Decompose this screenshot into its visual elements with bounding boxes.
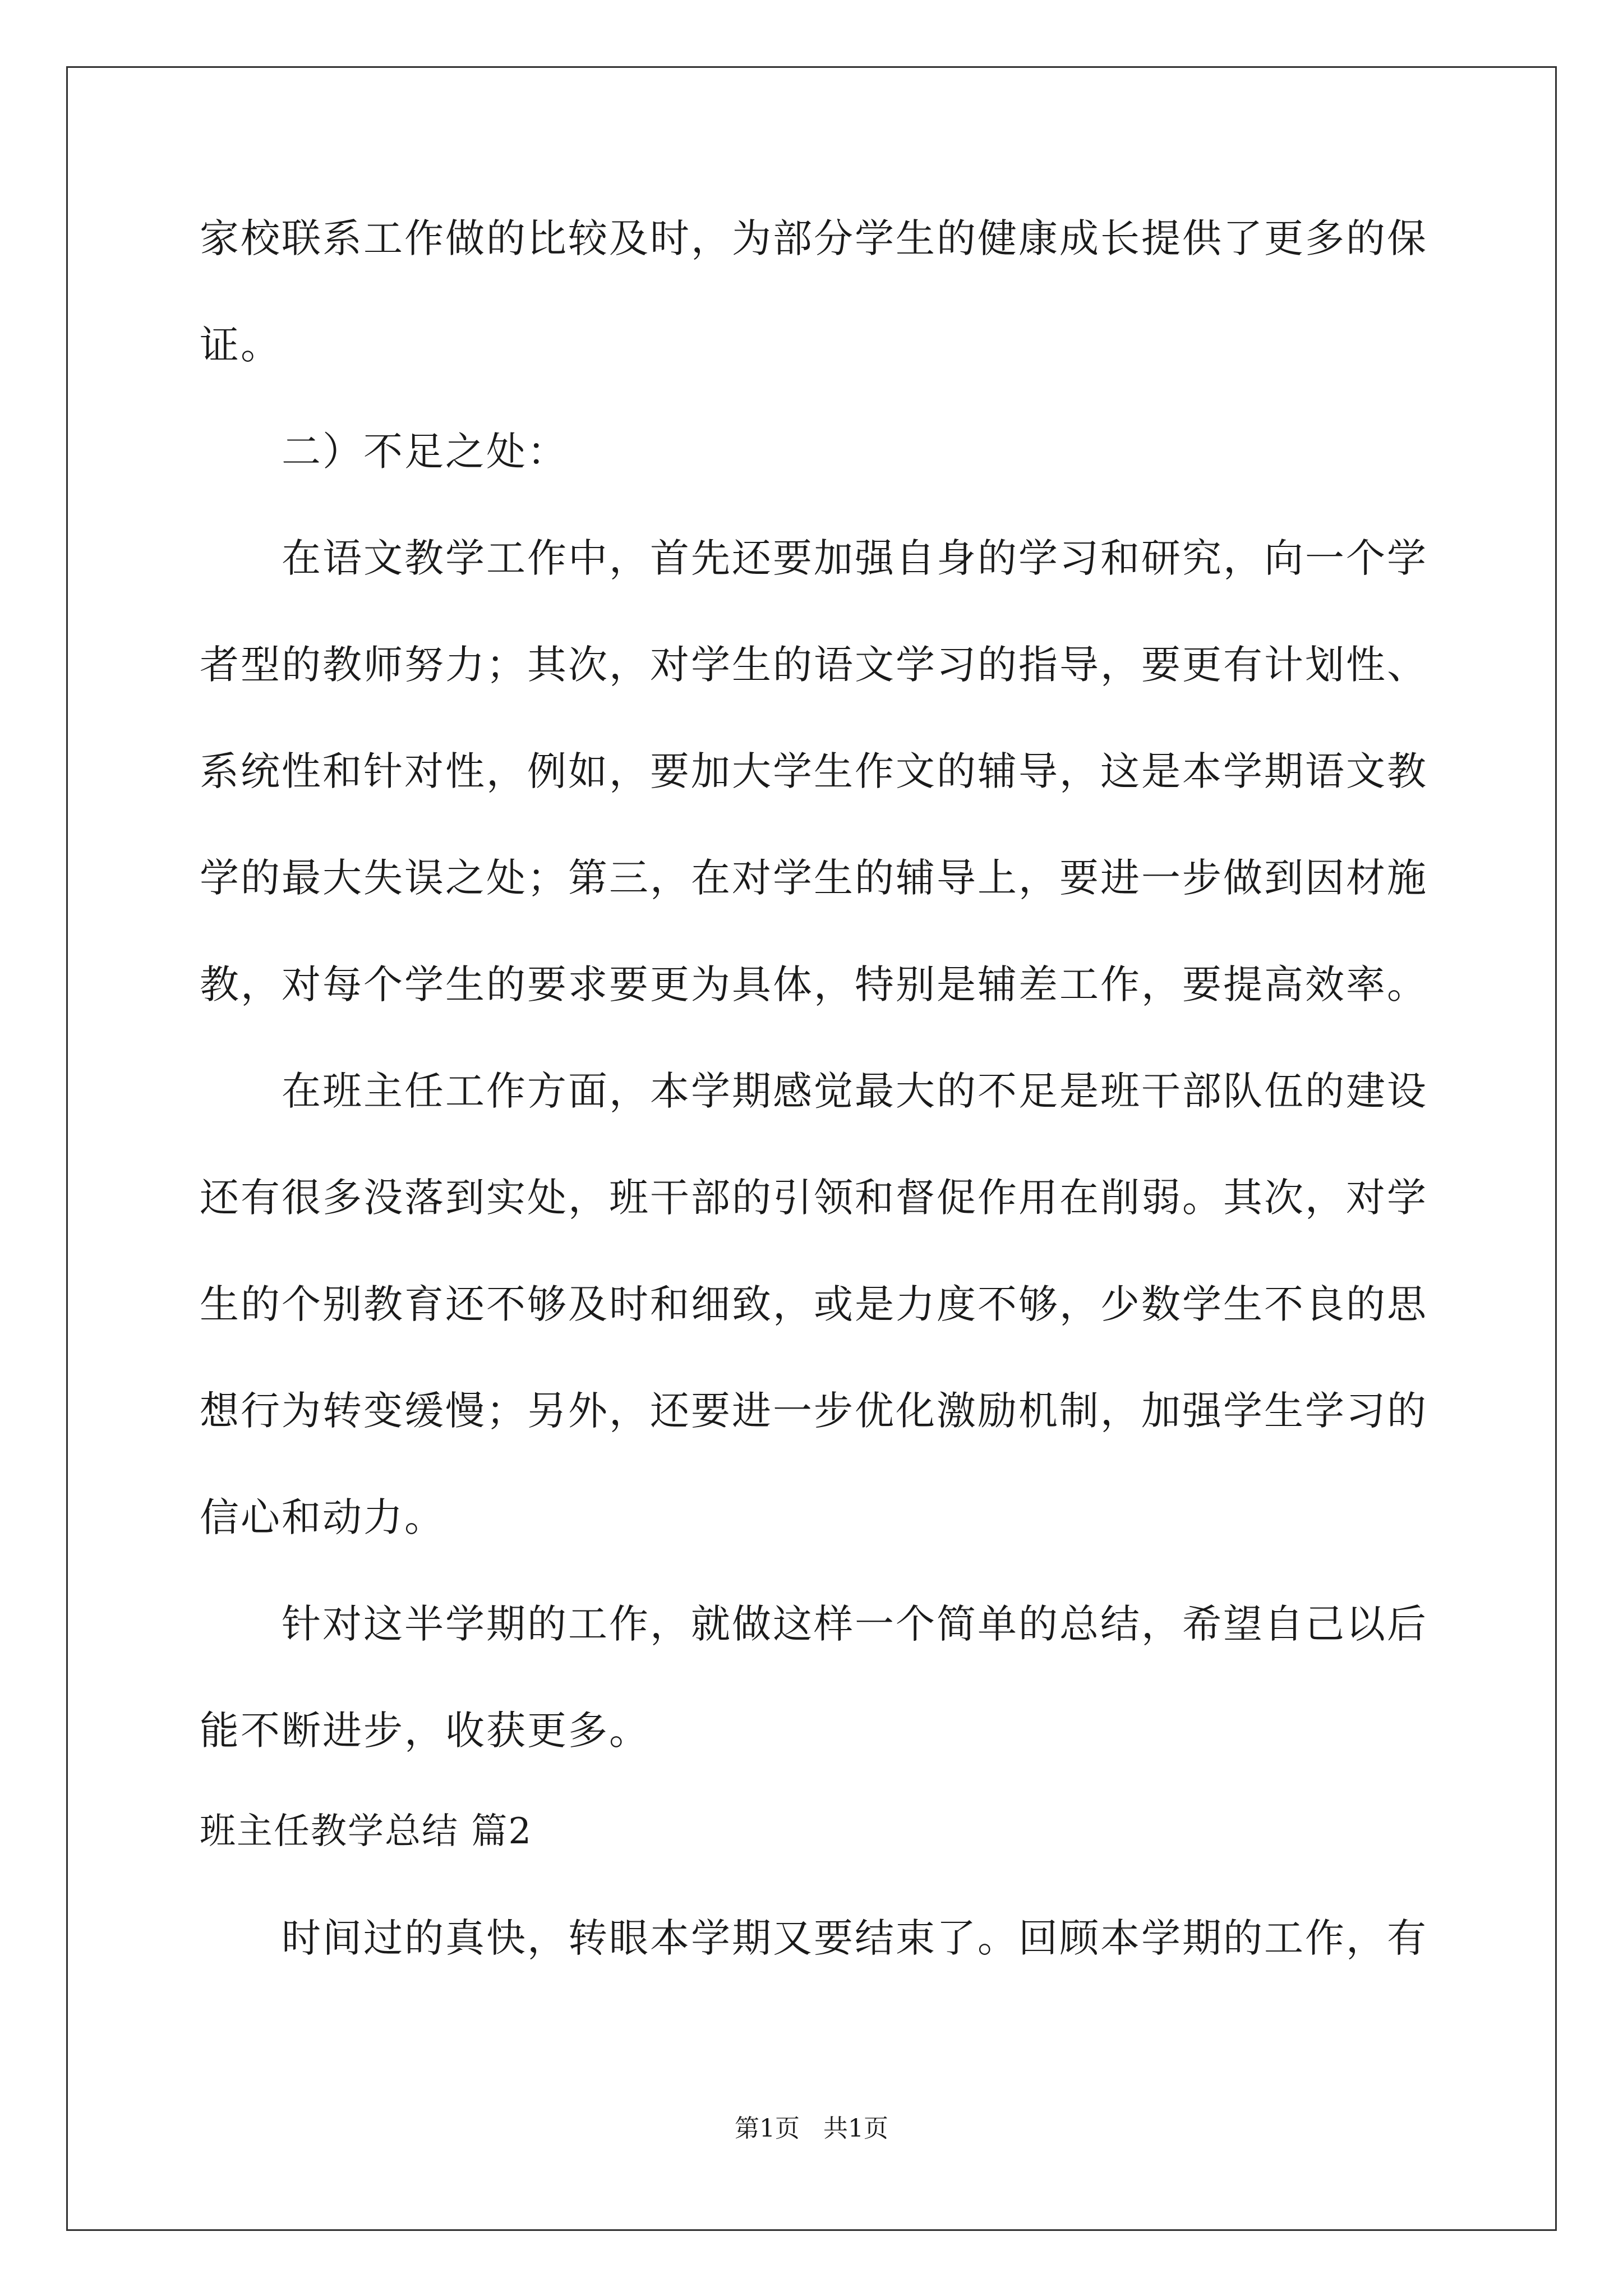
paragraph-line: 教，对每个学生的要求要更为具体，特别是辅差工作，要提高效率。 xyxy=(200,961,1428,1007)
paragraph-line: 针对这半学期的工作，就做这样一个简单的总结，希望自己以后 xyxy=(282,1601,1428,1647)
paragraph-line: 能不断进步，收获更多。 xyxy=(200,1708,650,1754)
paragraph-line: 证。 xyxy=(200,322,282,368)
paragraph-line: 家校联系工作做的比较及时，为部分学生的健康成长提供了更多的保 xyxy=(200,215,1428,261)
paragraph-line: 在语文教学工作中，首先还要加强自身的学习和研究，向一个学 xyxy=(282,535,1428,581)
paragraph-line: 想行为转变缓慢；另外，还要进一步优化激励机制，加强学生学习的 xyxy=(200,1388,1428,1434)
paragraph-line: 还有很多没落到实处，班干部的引领和督促作用在削弱。其次，对学 xyxy=(200,1175,1428,1221)
subheading: 二）不足之处： xyxy=(282,429,568,475)
paragraph-line: 系统性和针对性，例如，要加大学生作文的辅导，这是本学期语文教 xyxy=(200,748,1428,794)
paragraph-line: 者型的教师努力；其次，对学生的语文学习的指导，要更有计划性、 xyxy=(200,642,1428,688)
page-border xyxy=(66,66,1557,2231)
paragraph-line: 学的最大失误之处；第三，在对学生的辅导上，要进一步做到因材施 xyxy=(200,855,1428,901)
paragraph-line: 信心和动力。 xyxy=(200,1494,445,1540)
paragraph-line: 时间过的真快，转眼本学期又要结束了。回顾本学期的工作，有 xyxy=(282,1915,1428,1961)
paragraph-line: 在班主任工作方面，本学期感觉最大的不足是班干部队伍的建设 xyxy=(282,1068,1428,1114)
section-heading: 班主任教学总结 篇2 xyxy=(200,1811,533,1852)
paragraph-line: 生的个别教育还不够及时和细致，或是力度不够，少数学生不良的思 xyxy=(200,1281,1428,1327)
page-number-footer: 第1页 共1页 xyxy=(735,2114,888,2143)
